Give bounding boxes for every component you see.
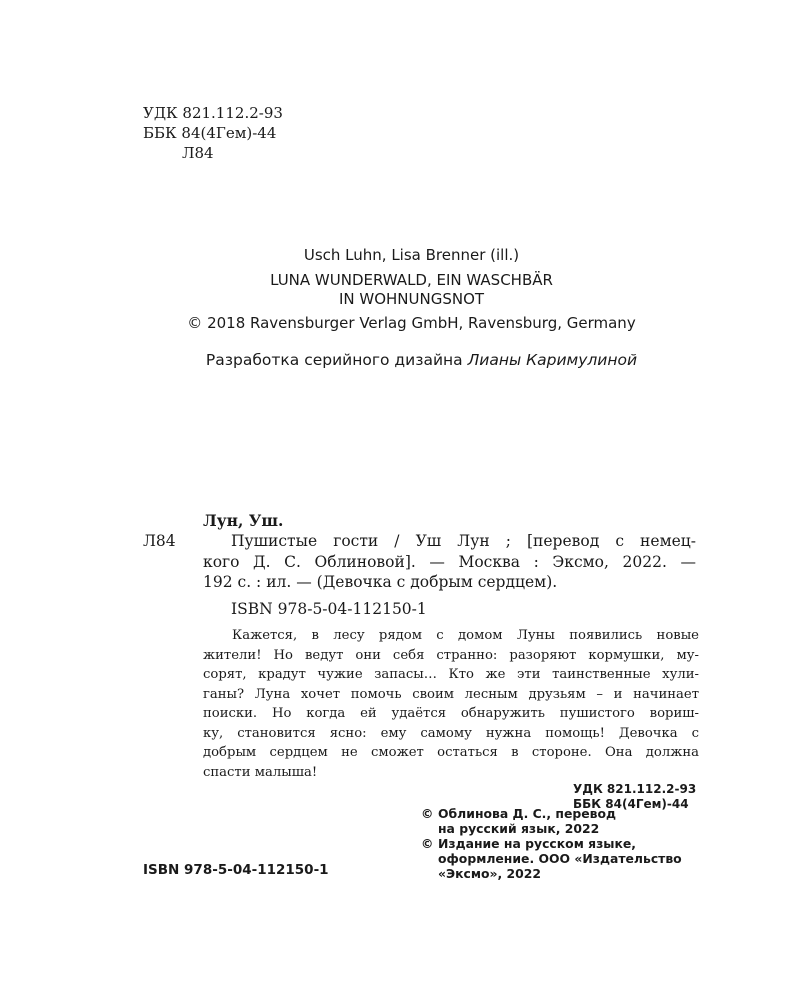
- annotation-line-1: Кажется, в лесу рядом с домом Луны появились новые: [232, 628, 699, 643]
- card-udk-code: УДК 821.112.2-93: [573, 782, 697, 796]
- series-designer-name: Лианы Каримулиной: [467, 351, 638, 369]
- edition-copyright-line-2: оформление. ООО «Издательство: [438, 851, 682, 866]
- original-copyright: © 2018 Ravensburger Verlag GmbH, Ravensburg, Germany: [187, 314, 636, 332]
- card-author-mark: Л84: [143, 532, 176, 550]
- original-title-line-2: IN WOHNUNGSNOT: [338, 290, 485, 308]
- annotation-line-7: добрым сердцем не сможет остаться в стороне. Она должна: [203, 745, 699, 760]
- edition-copyright-line-1: © Издание на русском языке,: [421, 836, 637, 851]
- annotation-line-5: поиски. Но когда ей удаётся обнаружить пушистого вориш-: [203, 706, 699, 721]
- annotation-line-6: ку, становится ясно: ему самому нужна помощь! Девочка с: [203, 725, 699, 741]
- series-design-text: Разработка серийного дизайна: [205, 351, 468, 369]
- card-description-line-2: кого Д. С. Облиновой]. — Москва : Эксмо, 2022. —: [203, 553, 696, 571]
- original-title-line-1: LUNA WUNDERWALD, EIN WASCHBÄR: [270, 271, 553, 289]
- card-description-line-3: 192 с. : ил. — (Девочка с добрым сердцем).: [203, 573, 558, 591]
- card-isbn: ISBN 978-5-04-112150-1: [231, 600, 427, 618]
- card-bbk-code: ББК 84(4Гем)-44: [573, 797, 689, 811]
- udk-code: УДК 821.112.2-93: [143, 104, 283, 122]
- series-design-credit: [0, 351, 800, 369]
- annotation-line-2: жители! Но ведут они себя странно: разоряют кормушки, му-: [203, 647, 699, 663]
- copyright-block: [421, 806, 682, 881]
- annotation-line-3: сорят, крадут чужие запасы… Кто же эти таинственные хули-: [203, 667, 699, 682]
- copyright-symbol: ©: [421, 836, 434, 851]
- bbk-code: ББК 84(4Гем)-44: [143, 124, 277, 142]
- author-mark: Л84: [182, 144, 214, 162]
- edition-copyright-line-3: «Эксмо», 2022: [438, 866, 542, 881]
- copyright-symbol: ©: [421, 806, 434, 821]
- annotation-line-4: ганы? Луна хочет помочь своим лесным друзьям – и начинает: [203, 686, 699, 702]
- original-credits: Usch Luhn, Lisa Brenner (ill.): [303, 246, 520, 264]
- card-author-heading: Лун, Уш.: [203, 511, 284, 530]
- bottom-isbn: ISBN 978-5-04-112150-1: [143, 862, 329, 878]
- translation-copyright-line-1: © Облинова Д. С., перевод: [421, 806, 617, 821]
- translation-copyright-line-2: на русский язык, 2022: [438, 821, 600, 836]
- card-description-line-1: Пушистые гости / Уш Лун ; [перевод с немец-: [231, 532, 696, 550]
- annotation-line-8: спасти малыша!: [203, 764, 318, 780]
- annotation: [203, 626, 699, 782]
